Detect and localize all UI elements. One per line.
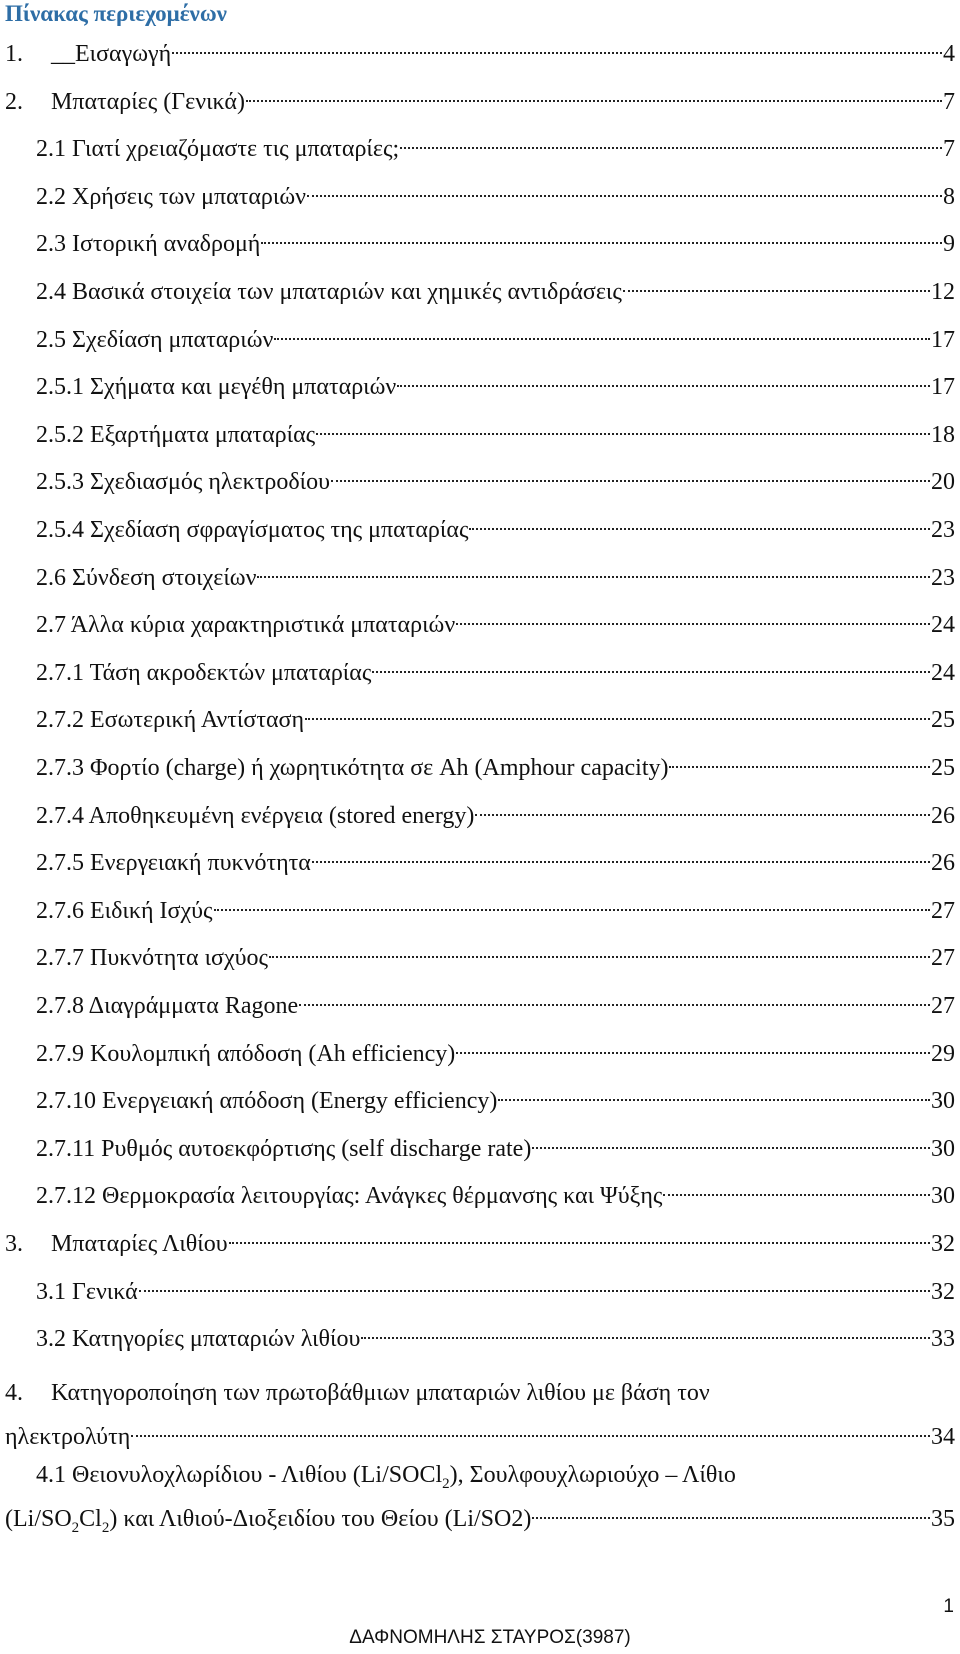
toc-entry[interactable] xyxy=(36,174,955,212)
toc-entry-label: 2.6 Σύνδεση στοιχείων xyxy=(36,564,257,591)
toc-entry[interactable] xyxy=(36,1316,955,1354)
toc-entry[interactable] xyxy=(36,1031,955,1069)
toc-entry-page: 18 xyxy=(931,421,955,448)
toc-entry-page: 23 xyxy=(931,564,955,591)
toc-entry[interactable] xyxy=(5,79,955,117)
toc-entry[interactable] xyxy=(36,1126,955,1164)
toc-entry-4-1-label-a: 4.1 Θειονυλοχλωρίδιου - Λιθίου (Li/SOCl xyxy=(36,1462,443,1488)
dot-leader xyxy=(274,317,930,347)
toc-entry[interactable] xyxy=(36,364,955,402)
toc-entry-4-label-line1: Κατηγοροποίηση των πρωτοβάθμιων μπαταριών λιθίου με βάση τον xyxy=(51,1380,710,1406)
dot-leader xyxy=(475,793,930,823)
toc-entry-page: 12 xyxy=(931,279,955,305)
toc-entry[interactable] xyxy=(36,745,955,783)
subscript: 2 xyxy=(71,1519,80,1536)
toc-entry-label: 2.7.10 Ενεργειακή απόδοση (Energy efficiency) xyxy=(36,1088,498,1115)
dot-leader xyxy=(214,888,931,918)
dot-leader xyxy=(307,174,942,204)
toc-entry-page: 24 xyxy=(931,612,955,639)
toc-entry-page: 25 xyxy=(931,755,955,781)
toc-entry-page: 27 xyxy=(931,945,955,972)
toc-entry-page: 30 xyxy=(931,1088,955,1115)
toc-entry[interactable] xyxy=(36,793,955,831)
toc-entry[interactable] xyxy=(36,317,955,355)
dot-leader xyxy=(669,745,930,775)
toc-entry[interactable] xyxy=(36,602,955,640)
dot-leader xyxy=(532,1496,930,1526)
toc-entry-label: 2.5.2 Εξαρτήματα μπαταρίας xyxy=(36,421,316,448)
toc-entry[interactable] xyxy=(36,1269,955,1307)
dot-leader xyxy=(397,364,930,394)
toc-entry-page: 7 xyxy=(943,136,955,163)
toc-entry[interactable] xyxy=(36,840,955,878)
text-part: ) και Λιθιού-Διοξειδίου του Θείου (Li/SO2) xyxy=(109,1506,532,1532)
dot-leader xyxy=(269,935,930,965)
toc-entry-page: 30 xyxy=(931,1135,955,1162)
dot-leader xyxy=(261,221,942,251)
toc-entry[interactable] xyxy=(36,935,955,973)
dot-leader xyxy=(361,1316,930,1346)
toc-title: Πίνακας περιεχομένων xyxy=(5,1,227,26)
toc-entry-label: 2.5 Σχεδίαση μπαταριών xyxy=(36,326,274,353)
toc-entry[interactable] xyxy=(36,221,955,259)
toc-entry-label: 3.1 Γενικά xyxy=(36,1278,138,1305)
toc-entry-4-1-label-b: ), Σουλφουχλωριούχο – Λίθιο xyxy=(449,1462,736,1488)
toc-entry-4-number: 4. xyxy=(5,1380,23,1406)
dot-leader xyxy=(331,459,930,489)
toc-entry-label: Μπαταρίες (Γενικά) xyxy=(51,88,245,115)
toc-entry-label: 2.7.9 Κουλομπική απόδοση (Ah efficiency) xyxy=(36,1040,456,1067)
toc-entry-4-1-line2[interactable] xyxy=(5,1496,955,1534)
dot-leader xyxy=(623,269,930,299)
toc-entry[interactable] xyxy=(36,650,955,688)
toc-entry-label: 2.5.3 Σχεδιασμός ηλεκτροδίου xyxy=(36,469,330,496)
toc-entry-page: 29 xyxy=(931,1040,955,1067)
toc-entry-number: 1. xyxy=(5,41,23,67)
toc-entry[interactable] xyxy=(36,888,955,926)
toc-entry-label: 2.7.6 Ειδική Ισχύς xyxy=(36,897,213,924)
toc-entry-page: 26 xyxy=(931,802,955,829)
toc-entry-4-label-line2: ηλεκτρολύτη xyxy=(5,1424,131,1450)
toc-entry[interactable] xyxy=(36,412,955,450)
toc-entry-label: 2.5.1 Σχήματα και μεγέθη μπαταριών xyxy=(36,374,397,401)
dot-leader xyxy=(400,126,942,156)
toc-entry[interactable] xyxy=(5,1221,955,1259)
toc-entry[interactable] xyxy=(36,1078,955,1116)
dot-leader xyxy=(372,650,930,680)
subscript: 2 xyxy=(101,1519,110,1536)
toc-entry-label: 2.1 Γιατί χρειαζόμαστε τις μπαταρίες; xyxy=(36,136,400,163)
dot-leader xyxy=(456,1031,930,1061)
toc-entry-label: 2.4 Βασικά στοιχεία των μπαταριών και χημικές αντιδράσεις xyxy=(36,279,622,305)
toc-entry-4-1-label-line2 xyxy=(5,1504,531,1534)
dot-leader xyxy=(312,840,930,870)
text-part: Cl xyxy=(79,1506,102,1532)
dot-leader xyxy=(131,1414,930,1444)
toc-entry-label: 2.7.8 Διαγράμματα Ragone xyxy=(36,993,299,1019)
toc-entry-page: 8 xyxy=(943,183,955,210)
dot-leader xyxy=(456,602,930,632)
dot-leader xyxy=(469,507,930,537)
page-number: 1 xyxy=(943,1596,954,1617)
toc-entry-label: __Εισαγωγή xyxy=(51,41,172,67)
toc-entry-page: 9 xyxy=(943,231,955,258)
toc-entry-label: 2.7.12 Θερμοκρασία λειτουργίας: Ανάγκες θέρμανσης και Ψύξης xyxy=(36,1183,663,1210)
toc-entry-page: 4 xyxy=(943,41,955,67)
toc-entry-label: 2.7.1 Τάση ακροδεκτών μπαταρίας xyxy=(36,659,372,686)
toc-entry[interactable] xyxy=(36,459,955,497)
dot-leader xyxy=(498,1078,930,1108)
dot-leader xyxy=(257,555,930,585)
toc-entry-label: 2.7.5 Ενεργειακή πυκνότητα xyxy=(36,850,311,877)
toc-entry[interactable] xyxy=(36,983,955,1021)
toc-entry-page: 33 xyxy=(931,1326,955,1353)
toc-entry-label: 2.7.3 Φορτίο (charge) ή χωρητικότητα σε Ah (Amphour capacity) xyxy=(36,755,669,781)
toc-entry-page: 27 xyxy=(931,897,955,924)
dot-leader xyxy=(663,1173,930,1203)
toc-entry-number: 2. xyxy=(5,88,23,115)
toc-entry-label: 2.7.7 Πυκνότητα ισχύος xyxy=(36,945,269,972)
toc-entry-page: 17 xyxy=(931,326,955,353)
toc-entry[interactable] xyxy=(36,555,955,593)
toc-entry-label: 2.5.4 Σχεδίαση σφραγίσματος της μπαταρίας xyxy=(36,517,469,543)
toc-entry-number: 3. xyxy=(5,1231,23,1257)
dot-leader xyxy=(229,1221,930,1251)
toc-entry-4-1-line1[interactable] xyxy=(36,1460,736,1490)
dot-leader xyxy=(532,1126,930,1156)
dot-leader xyxy=(172,31,942,61)
toc-entry-page: 27 xyxy=(931,993,955,1019)
dot-leader xyxy=(246,79,942,109)
toc-entry[interactable] xyxy=(36,1173,955,1211)
dot-leader xyxy=(305,697,930,727)
dot-leader xyxy=(299,983,930,1013)
toc-entry-4-1-page: 35 xyxy=(931,1506,955,1532)
footer-author: ΔΑΦΝΟΜΗΛΗΣ ΣΤΑΥΡΟΣ(3987) xyxy=(349,1627,631,1648)
toc-entry-page: 25 xyxy=(931,707,955,734)
toc-entry-4-line1[interactable] xyxy=(5,1378,710,1408)
toc-entry[interactable] xyxy=(5,31,955,69)
text-part: (Li/SO xyxy=(5,1506,72,1532)
toc-entry[interactable] xyxy=(36,269,955,307)
dot-leader xyxy=(139,1269,930,1299)
toc-entry-label: 2.3 Ιστορική αναδρομή xyxy=(36,231,261,258)
toc-entry[interactable] xyxy=(36,507,955,545)
toc-entry-4-page: 34 xyxy=(931,1424,955,1450)
dot-leader xyxy=(316,412,930,442)
toc-entry-page: 26 xyxy=(931,850,955,877)
toc-entry-page: 17 xyxy=(931,374,955,401)
toc-entry[interactable] xyxy=(36,126,955,164)
toc-entry-page: 32 xyxy=(931,1231,955,1257)
toc-entry-page: 20 xyxy=(931,469,955,496)
toc-entry[interactable] xyxy=(36,697,955,735)
toc-entry-label: 2.7.4 Αποθηκευμένη ενέργεια (stored energy) xyxy=(36,802,475,829)
toc-entry-label: 2.2 Χρήσεις των μπαταριών xyxy=(36,183,306,210)
toc-entry-page: 23 xyxy=(931,517,955,543)
toc-entry-page: 7 xyxy=(943,88,955,115)
toc-entry-page: 30 xyxy=(931,1183,955,1210)
toc-entry-page: 24 xyxy=(931,659,955,686)
toc-entry-label: 2.7.11 Ρυθμός αυτοεκφόρτισης (self discharge rate) xyxy=(36,1135,532,1162)
toc-entry-label: 2.7 Άλλα κύρια χαρακτηριστικά μπαταριών xyxy=(36,612,456,639)
toc-entry-label: 2.7.2 Εσωτερική Αντίσταση xyxy=(36,707,305,734)
subscript: 2 xyxy=(442,1475,450,1492)
toc-entry-page: 32 xyxy=(931,1278,955,1305)
toc-entry-label: Μπαταρίες Λιθίου xyxy=(51,1231,228,1257)
toc-entry-4-line2[interactable] xyxy=(5,1414,955,1452)
toc-entry-label: 3.2 Κατηγορίες μπαταριών λιθίου xyxy=(36,1326,361,1353)
